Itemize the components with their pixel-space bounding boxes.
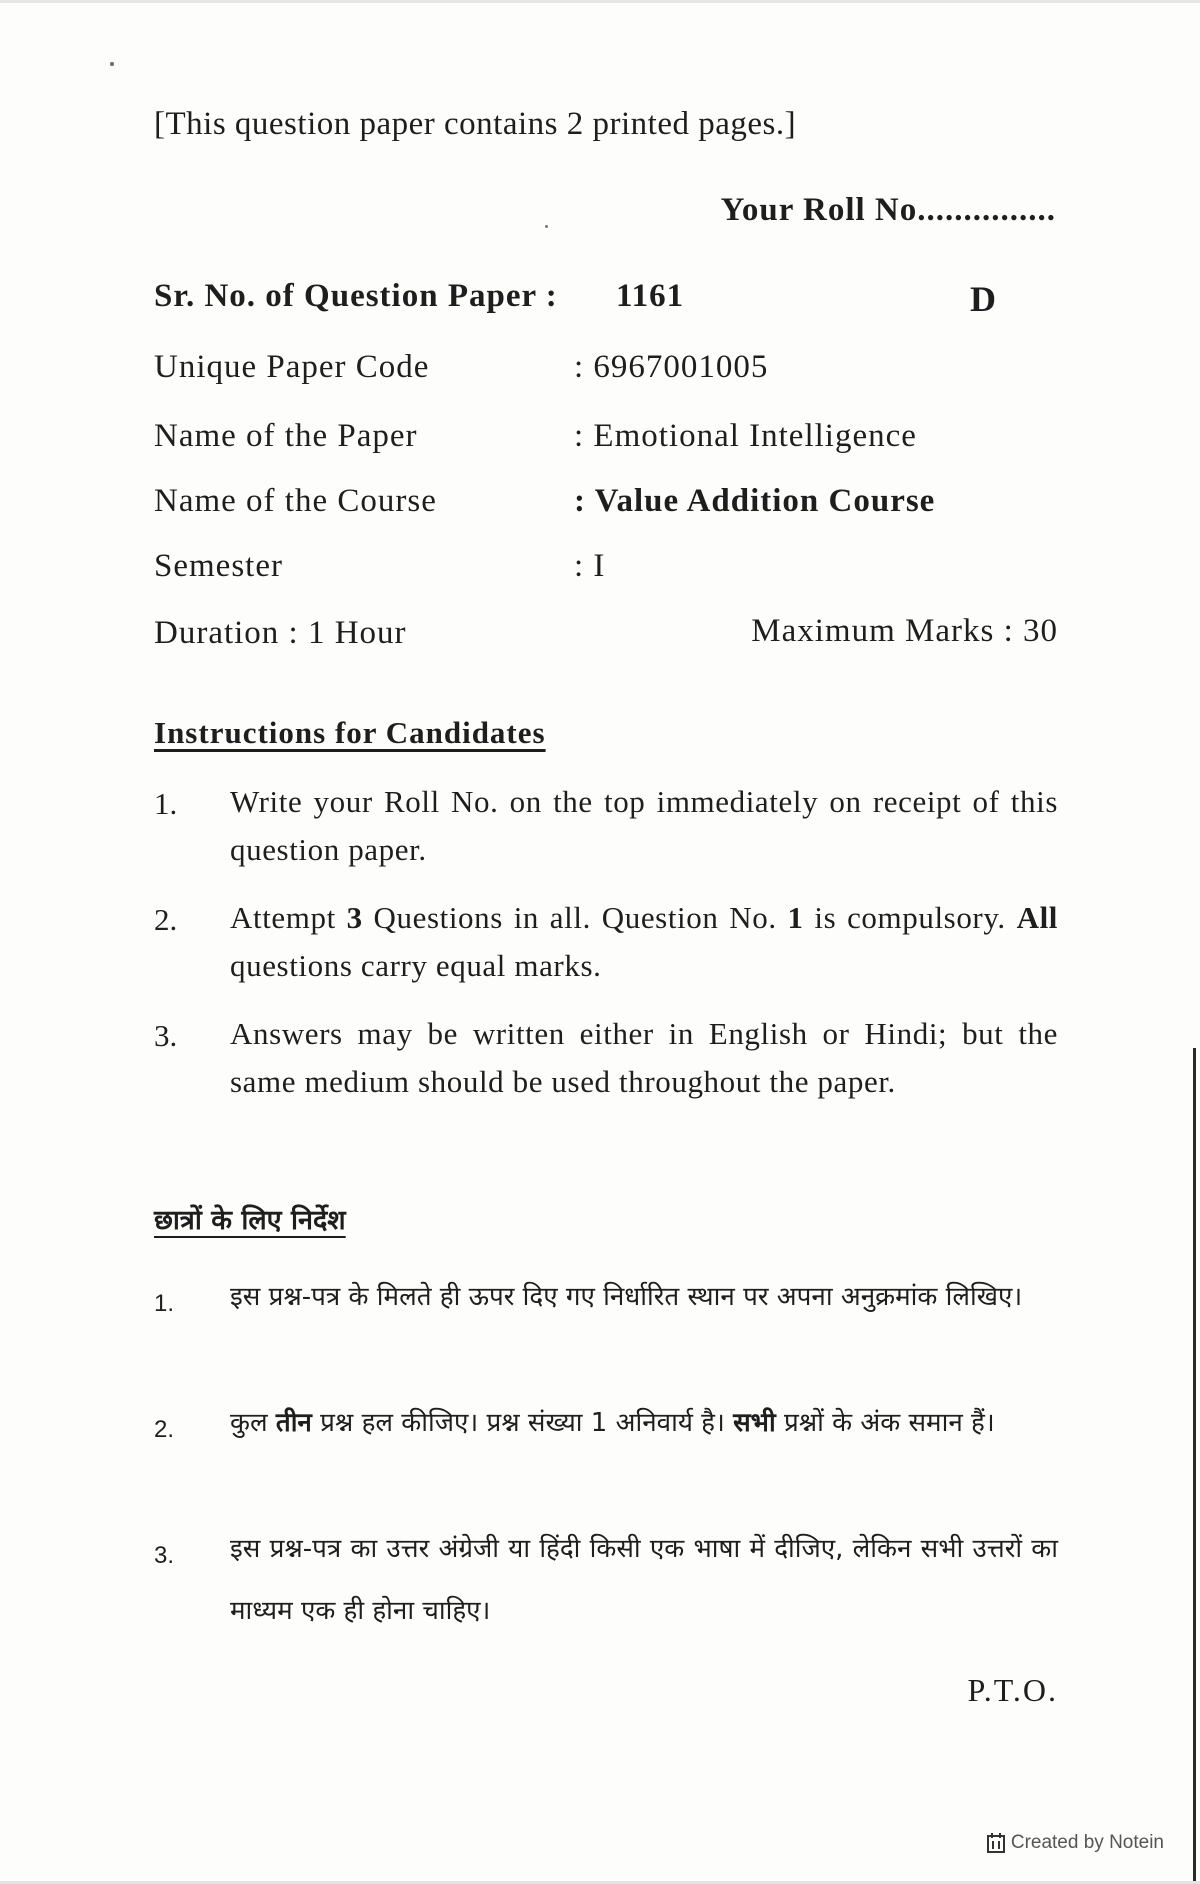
paper-code-value: : 6967001005 <box>574 349 769 385</box>
right-edge-shadow <box>1193 1048 1196 1884</box>
paper-code-label: Unique Paper Code <box>154 349 430 385</box>
serial-number-value: 1161 <box>616 278 685 314</box>
hindi-instructions-heading: छात्रों के लिए निर्देश <box>154 1205 346 1236</box>
please-turn-over: P.T.O. <box>967 1672 1058 1708</box>
watermark-text: Created by Notein <box>1010 1832 1164 1853</box>
instruction-number: 3. <box>154 1542 175 1569</box>
instruction-text: Write your Roll No. on the top immediately on receipt of this question paper. <box>230 784 1058 867</box>
instruction-number: 2. <box>154 1416 175 1443</box>
paper-set-letter: D <box>970 279 996 319</box>
top-border <box>0 0 1200 3</box>
page-count-note: [This question paper contains 2 printed pages.] <box>154 106 797 142</box>
course-name-label: Name of the Course <box>154 483 437 519</box>
hindi-instruction-text: इस प्रश्न-पत्र के मिलते ही ऊपर दिए गए निर्धारित स्थान पर अपना अनुक्रमांक लिखिए। <box>230 1282 1023 1312</box>
semester-label: Semester <box>154 548 283 584</box>
instruction-text: Answers may be written either in English or Hindi; but the same medium should be used throughout the paper. <box>230 1016 1058 1099</box>
instructions-heading: Instructions for Candidates <box>154 715 546 750</box>
scan-speck <box>110 62 114 66</box>
hindi-instruction-text: इस प्रश्न-पत्र का उत्तर अंग्रेजी या हिंदी किसी एक भाषा में दीजिए, लेकिन सभी उत्तरों का माध्यम एक ही होना चाहिए। <box>230 1534 1058 1626</box>
maximum-marks: Maximum Marks : 30 <box>751 613 1058 649</box>
scan-speck <box>545 225 548 228</box>
instruction-number: 1. <box>154 1290 175 1317</box>
semester-value: : I <box>574 548 606 584</box>
instruction-number: 1. <box>154 786 178 821</box>
watermark <box>987 1832 1164 1854</box>
roll-number-field: Your Roll No............... <box>720 192 1056 228</box>
notein-logo-icon <box>987 1833 1005 1853</box>
course-name-value: : Value Addition Course <box>574 483 936 519</box>
duration: Duration : 1 Hour <box>154 615 407 651</box>
paper-name-value: : Emotional Intelligence <box>574 418 917 454</box>
instruction-number: 3. <box>154 1018 178 1053</box>
serial-number-label: Sr. No. of Question Paper : <box>154 278 558 314</box>
instruction-number: 2. <box>154 902 178 937</box>
instruction-text: Attempt 3 Questions in all. Question No. 1 is compulsory. All questions carry equal marks. <box>230 900 1058 983</box>
hindi-instruction-text: कुल तीन प्रश्न हल कीजिए। प्रश्न संख्या 1 अनिवार्य है। सभी प्रश्नों के अंक समान हैं। <box>230 1408 995 1438</box>
paper-name-label: Name of the Paper <box>154 418 418 454</box>
